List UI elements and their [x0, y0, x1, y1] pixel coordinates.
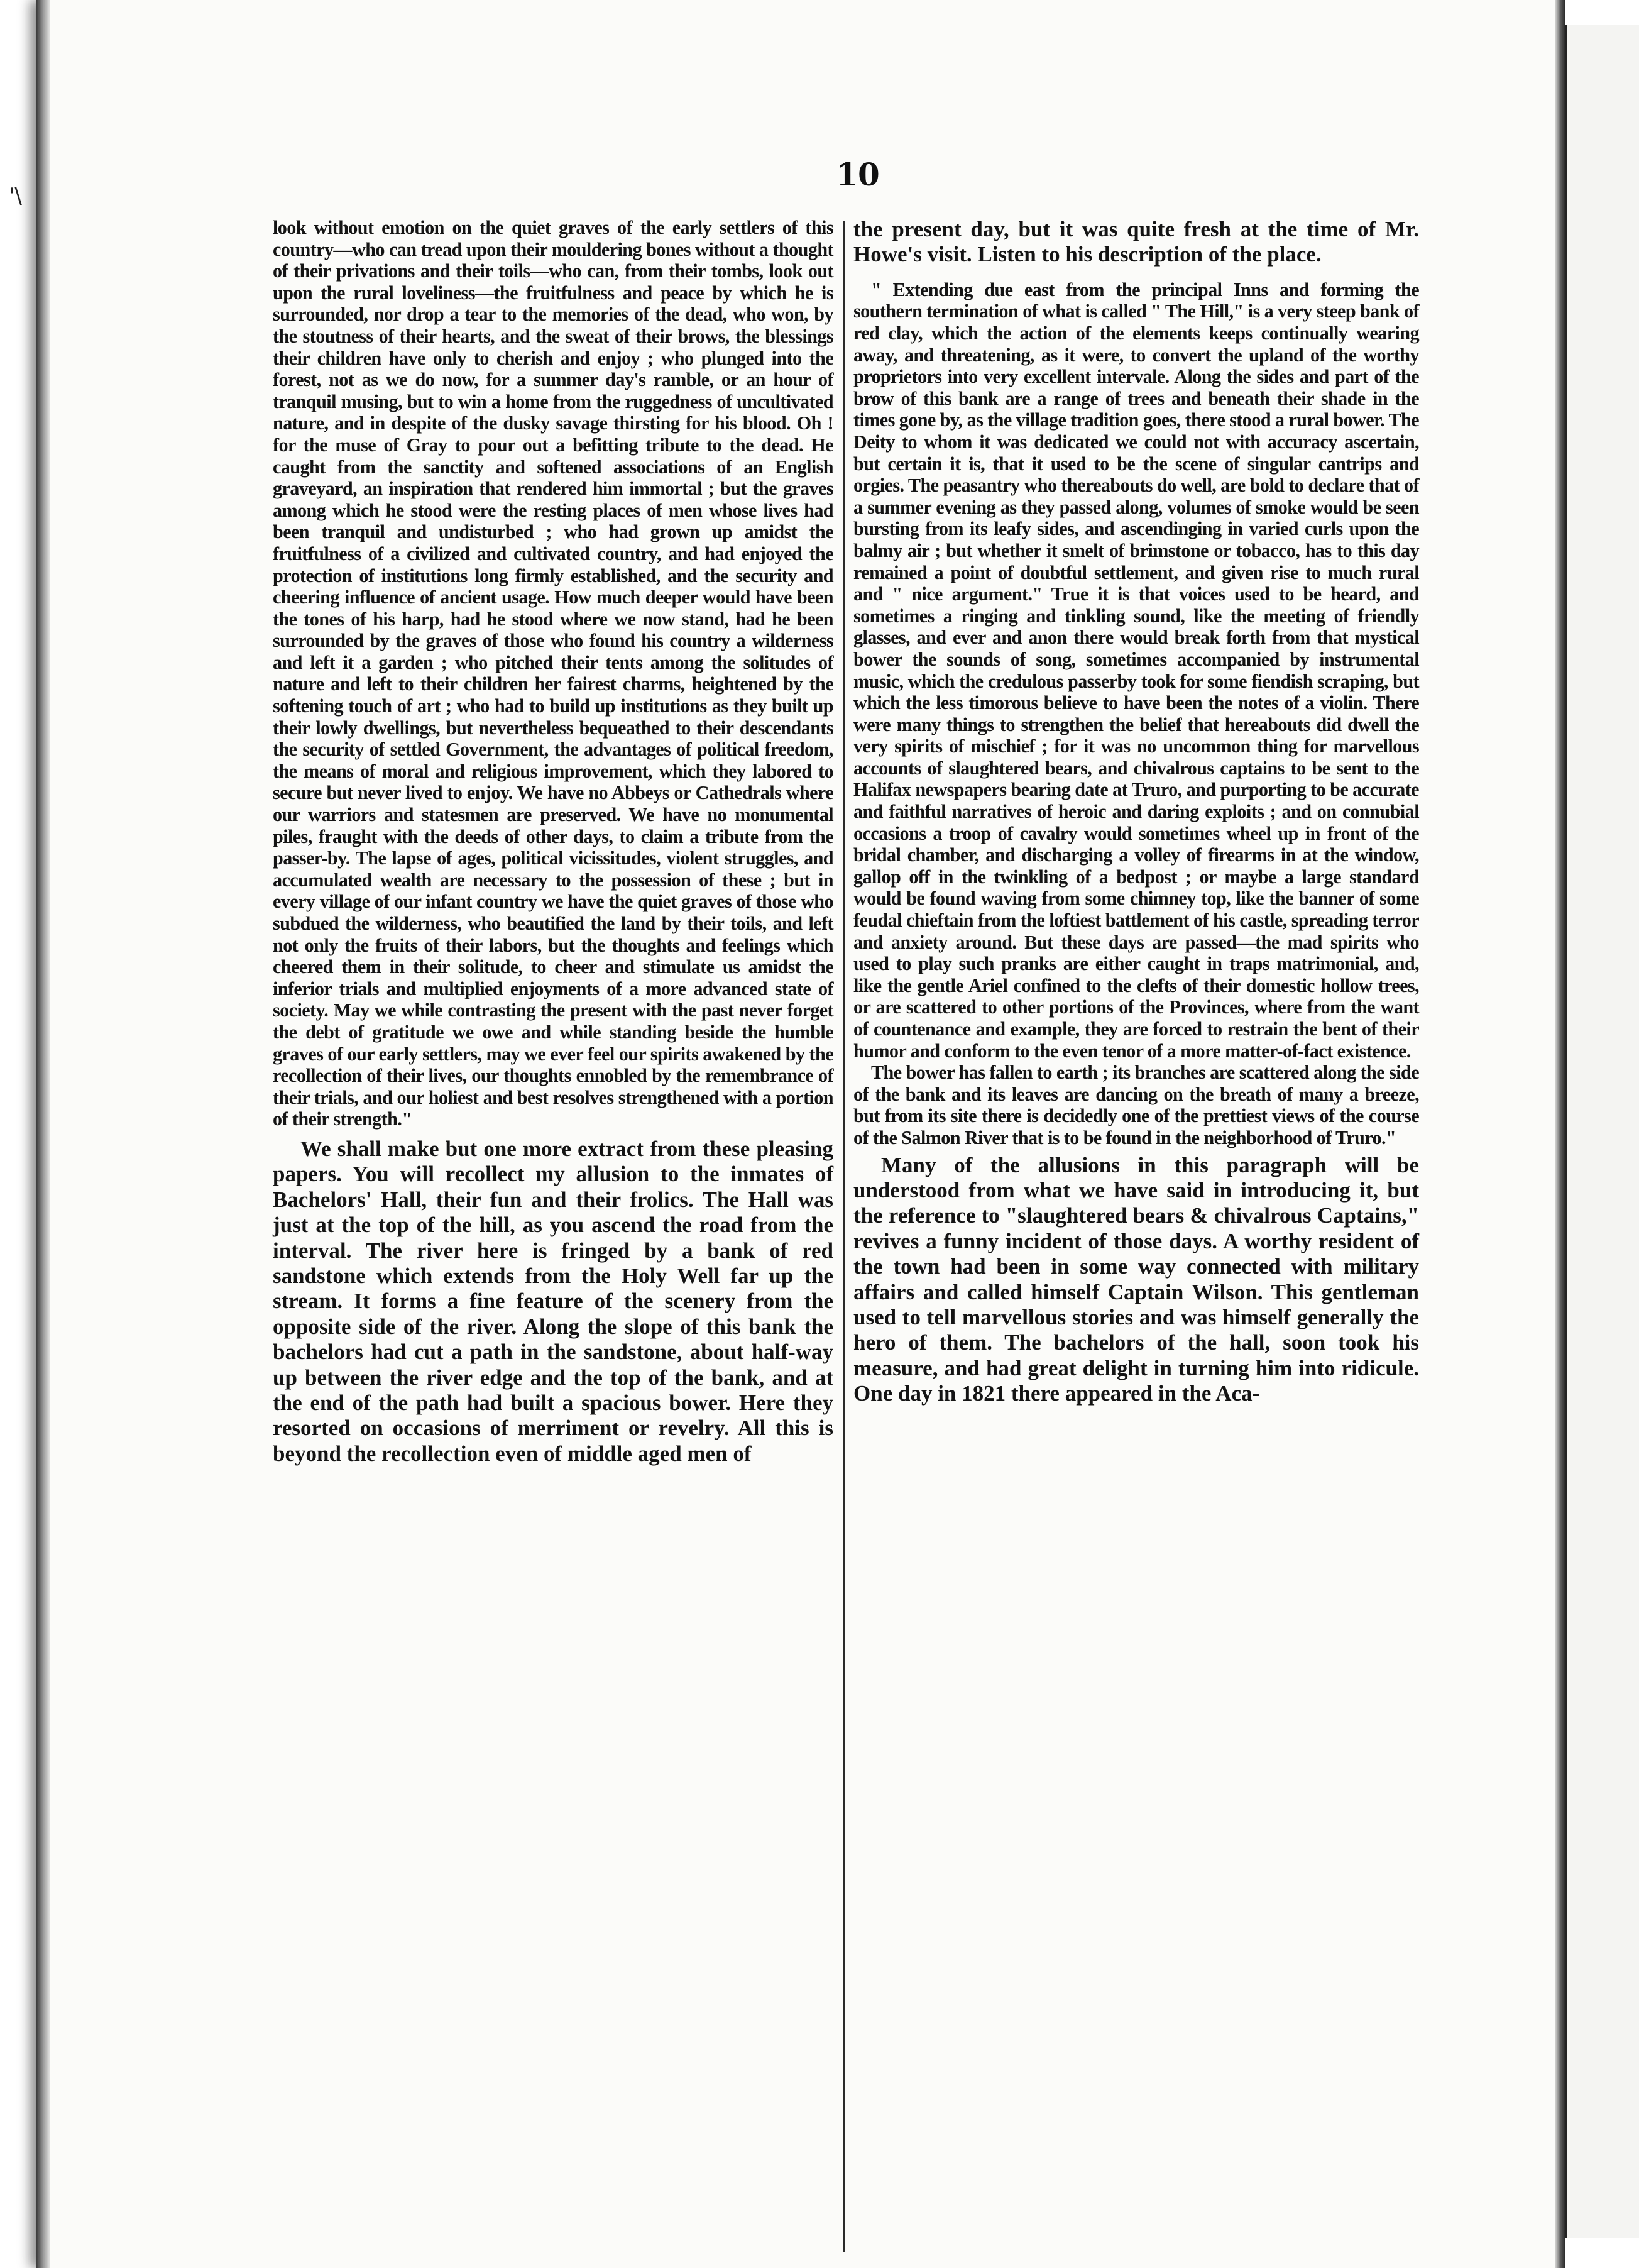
right-column [853, 217, 1419, 1407]
adjacent-page-edge [1565, 25, 1639, 2238]
edge-mark: '\ [9, 184, 22, 209]
body-paragraph-left: We shall make but one more extract from these pleasing papers. You will recollect my allusion to the inmates of Bachelors' Hall, their fun and their frolics. The Hall was just at the top of the hill, as you ascend the road from the interval. The river here is fringed by a bank of red sandstone which extends from the Holy Well far up the stream. It forms a fine feature of the scenery from the opposite side of the river. Along the slope of this bank the bachelors had cut a path in the sandstone, about half-way up between the river edge and the top of the bank, and at the end of the path had built a spacious bower. Here they resorted on occasions of merriment or revelry. All this is beyond the recollection even of middle aged men of [273, 1136, 833, 1466]
column-divider [843, 221, 845, 2252]
page-right-edge [1555, 0, 1565, 2268]
left-column [273, 217, 833, 1467]
body-intro-right: the present day, but it was quite fresh at the time of Mr. Howe's visit. Listen to his description of the place. [853, 217, 1419, 267]
page-binding-fold [36, 0, 50, 2268]
quoted-description-end: The bower has fallen to earth ; its branches are scattered along the side of the bank and its leaves are dancing on the breath of many a breeze, but from its site there is decidedly one of the prettiest views of the course of the Salmon River that is to be found in the neighborhood of Truro." [853, 1062, 1419, 1148]
quote-continuation: look without emotion on the quiet graves of the early settlers of this country—who can tread upon their mouldering bones without a thought of their privations and their toils—who can, from their tombs, look out upon the rural loveliness—the fruitfulness and peace by which he is surrounded, nor drop a tear to the memories of the dead, who won, by the stoutness of their hearts, and the sweat of their brows, the blessings their children have only to cherish and enjoy ; who plunged into the forest, not as we do now, for a summer day's ramble, or an hour of tranquil musing, but to win a home from the ruggedness of uncultivated nature, and in despite of the dusky savage thirsting for his blood. Oh ! for the muse of Gray to pour out a befitting tribute to the dead. He caught from the sanctity and softened associations of an English graveyard, an inspiration that rendered him immortal ; but the graves among which he stood were the resting places of men whose lives had been tranquil and undisturbed ; who had grown up amidst the fruitfulness of a civilized and cultivated country, and had enjoyed the protection of institutions long firmly established, and the security and cheering influence of ancient usage. How much deeper would have been the tones of his harp, had he stood where we now stand, had he been surrounded by the graves of those who found his country a wilderness and left it a garden ; who pitched their tents among the solitudes of nature and left to their children her fairest charms, heightened by the softening touch of art ; who had to build up institutions as they built up their lowly dwellings, but nevertheless bequeathed to their descendants the security of settled Government, the advantages of political freedom, the means of moral and religious improvement, which they labored to secure but never lived to enjoy. We have no Abbeys or Cathedrals where our warriors and statesmen are preserved. We have no monumental piles, fraught with the deeds of other days, to claim a tribute from the passer-by. The lapse of ages, political vicissitudes, violent struggles, and accumulated wealth are necessary to the possession of these ; but in every village of our infant country we have the quiet graves of those who subdued the wilderness, who beautified the land by their toils, and left not only the fruits of their labors, but the thoughts and feelings which cheered them in their solitude, to cheer and stimulate us amidst the inferior trials and multiplied enjoyments of a more advanced state of society. May we while contrasting the present with the past never forget the debt of gratitude we owe and while standing beside the humble graves of our early settlers, may we ever feel our spirits awakened by the recollection of their lives, our thoughts ennobled by the remembrance of their trials, and our holiest and best resolves strengthened with a portion of their strength." [273, 217, 833, 1130]
body-paragraph-right: Many of the allusions in this paragraph will be understood from what we have said in introducing it, but the reference to "slaughtered bears & chivalrous Captains," revives a funny incident of those days. A worthy resident of the town had been in some way connected with military affairs and called himself Captain Wilson. This gentleman used to tell marvellous stories and was himself generally the hero of them. The bachelors of the hall, soon took his measure, and had great delight in turning him into ridicule. One day in 1821 there appeared in the Aca- [853, 1152, 1419, 1406]
page-number: 10 [836, 156, 880, 193]
quoted-description: " Extending due east from the principal Inns and forming the southern termination of what is called " The Hill," is a very steep bank of red clay, which the action of the elements keeps continually wearing away, and threatening, as it were, to convert the upland of the worthy proprietors into very excellent intervale. Along the sides and part of the brow of this bank are a range of trees and beneath their shade in the times gone by, as the village tradition goes, there stood a rural bower. The Deity to whom it was dedicated we could not with accuracy ascertain, but certain it is, that it used to be the scene of singular cantrips and orgies. The peasantry who thereabouts do well, are bold to declare that of a summer evening as they passed along, volumes of smoke would be seen bursting from its leafy sides, and ascendinging in varied curls upon the balmy air ; but whether it smelt of brimstone or tobacco, has to this day remained a point of doubtful settlement, and given rise to much rural and " nice argument." True it is that voices used to be heard, and sometimes a ringing and tinkling sound, like the meeting of friendly glasses, and ever and anon there would break forth from that mystical bower the sounds of song, sometimes accompanied by instrumental music, which the credulous passerby took for some fiendish scraping, but which the less timorous believe to have been the notes of a violin. There were many things to strengthen the belief that hereabouts did dwell the very spirits of mischief ; for it was no uncommon thing for marvellous accounts of slaughtered bears, and chivalrous captains to be sent to the Halifax newspapers bearing date at Truro, and purporting to be accurate and faithful narratives of heroic and daring exploits ; and on connubial occasions a troop of cavalry would sometimes wheel up in front of the bridal chamber, and discharging a volley of firearms in at the window, gallop off in the twinkling of a bedpost ; or maybe a large standard would be found waving from some chimney top, like the banner of some feudal chieftain from the loftiest battlement of his castle, spreading terror and anxiety around. But these days are passed—the mad spirits who used to play such pranks are either caught in traps matrimonial, and, like the gentle Ariel confined to the clefts of their domestic hollow trees, or are scattered to other portions of the Provinces, where from the want of countenance and example, they are forced to restrain the bent of their humor and conform to the even tenor of a more matter-of-fact existence. [853, 278, 1419, 1062]
